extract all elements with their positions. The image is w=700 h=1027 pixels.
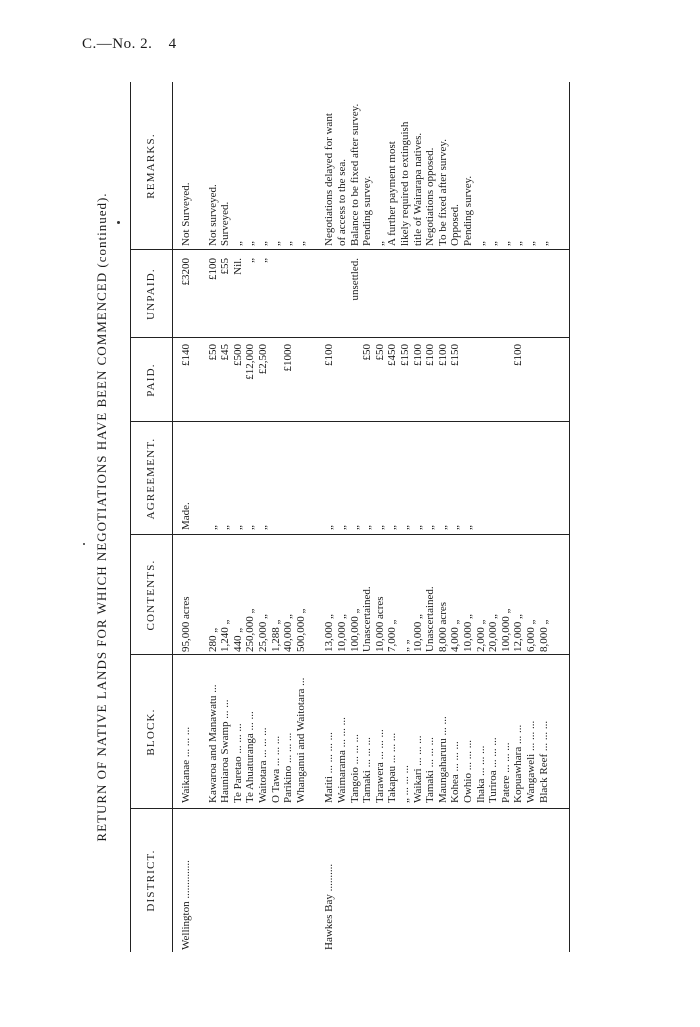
table-cell-unpaid: „ — [257, 258, 269, 263]
table-cell-block: Te Paretao ... ... ... — [231, 723, 244, 803]
table-cell-unpaid: £3200 — [180, 258, 192, 286]
table-cell-remarks: „ — [294, 241, 307, 246]
rotated-document — [84, 82, 584, 952]
table-cell-remarks: Not surveyed. — [206, 184, 219, 246]
table-cell-contents: 13,000 „ — [323, 614, 336, 652]
table-cell-agreement: Made. — [180, 502, 192, 530]
table-cell-remarks: Negotiations opposed. — [424, 147, 437, 246]
table-cell-remarks: A further payment most — [386, 141, 399, 246]
table-cell-remarks: title of Wairarapa natives. — [411, 132, 424, 246]
table-cell-contents: 100,000 „ — [499, 608, 512, 652]
table-cell-remarks: „ — [499, 241, 512, 246]
table-cell-agreement: „ — [348, 525, 361, 530]
column-header-contents: CONTENTS. — [145, 559, 157, 631]
table-cell-agreement: „ — [411, 525, 424, 530]
table-cell-agreement: „ — [206, 525, 219, 530]
table-cell-paid: £100 — [411, 344, 424, 366]
table-cell-block: Waikanae ... ... ... — [180, 726, 192, 803]
column-header-agreement: AGREEMENT. — [145, 437, 157, 520]
table-cell-unpaid: £100 — [206, 258, 219, 280]
district-label: Wellington .............. — [180, 860, 192, 950]
native-lands-table — [130, 82, 570, 952]
table-cell-unpaid: £55 — [219, 258, 232, 275]
table-cell-block: Whanganui and Waitotara ... — [294, 677, 307, 803]
table-cell-remarks: „ — [474, 241, 487, 246]
table-cell-contents: 95,000 acres — [180, 596, 192, 652]
table-cell-paid: £150 — [449, 344, 462, 366]
table-cell-contents: 10,000 „ — [336, 614, 348, 652]
table-cell-remarks: „ — [244, 241, 257, 246]
table-cell-contents: 10,000 „ — [462, 614, 474, 652]
table-cell-contents: Unascertained. — [424, 586, 437, 652]
table-cell-block: Wangaweli ... ... ... — [525, 720, 537, 803]
table-cell-paid: £50 — [373, 344, 386, 361]
table-cell-block: Waikari ... ... ... — [411, 735, 424, 803]
document-title: RETURN OF NATIVE LANDS FOR WHICH NEGOTIATIONS HAVE BEEN COMMENCED (continued). — [94, 192, 109, 842]
table-cell-block: Tangoio ... ... ... — [348, 734, 361, 803]
table-cell-contents: 7,000 „ — [386, 619, 399, 652]
table-cell-remarks: likely required to extinguish — [399, 121, 411, 246]
table-cell-unpaid: Nil. — [231, 258, 244, 275]
table-cell-remarks: Negotiations delayed for want — [323, 113, 336, 246]
table-cell-remarks: Opposed. — [449, 204, 462, 246]
column-rule — [130, 421, 570, 422]
table-cell-agreement: „ — [373, 525, 386, 530]
table-cell-block: Tamaki ... ... ... — [424, 737, 437, 803]
table-cell-paid: £100 — [424, 344, 437, 366]
table-cell-paid: £140 — [180, 344, 192, 366]
table-cell-remarks: „ — [231, 241, 244, 246]
table-cell-remarks: Pending survey. — [462, 175, 474, 246]
table-cell-block: Tamaki ... ... ... — [361, 737, 374, 803]
table-cell-remarks: Pending survey. — [361, 175, 374, 246]
table-cell-agreement: „ — [336, 525, 348, 530]
table-cell-block: Hauniaroa Swamp ... ... — [219, 699, 232, 803]
table-cell-contents: 250,000 „ — [244, 608, 257, 652]
table-cell-agreement: „ — [424, 525, 437, 530]
table-cell-paid: £100 — [323, 344, 336, 366]
table-cell-block: Turiroa ... ... ... — [487, 737, 500, 803]
table-cell-contents: 8,000 acres — [436, 601, 449, 652]
table-bottom-rule — [569, 82, 570, 952]
column-rule — [130, 249, 570, 250]
table-cell-remarks: „ — [282, 241, 295, 246]
table-cell-paid: £50 — [361, 344, 374, 361]
page-number: 4 — [168, 36, 177, 52]
table-cell-agreement: „ — [399, 525, 411, 530]
table-cell-contents: 280 „ — [206, 627, 219, 652]
table-cell-paid: £450 — [386, 344, 399, 366]
table-cell-remarks: „ — [269, 241, 282, 246]
table-cell-contents: 12,000 „ — [512, 614, 525, 652]
table-cell-remarks: Not Surveyed. — [180, 182, 192, 246]
table-cell-block: O Tawa ... ... ... — [269, 735, 282, 803]
table-cell-contents: 40,000 „ — [282, 614, 295, 652]
table-cell-remarks: Surveyed. — [219, 201, 232, 246]
table-cell-contents: „ „ — [399, 639, 411, 652]
table-cell-paid: £12,000 — [244, 344, 257, 380]
table-cell-contents: 2,000 „ — [474, 619, 487, 652]
table-cell-agreement: „ — [257, 525, 269, 530]
district-label: Hawkes Bay .......... — [323, 863, 336, 950]
table-cell-agreement: „ — [436, 525, 449, 530]
table-cell-unpaid: „ — [244, 258, 257, 263]
table-cell-paid: £50 — [206, 344, 219, 361]
table-cell-contents: 6,000 „ — [525, 619, 537, 652]
table-cell-contents: Unascertained. — [361, 586, 374, 652]
table-cell-contents: 440 „ — [231, 627, 244, 652]
column-header-paid: PAID. — [145, 363, 157, 397]
column-rule — [130, 654, 570, 655]
table-cell-contents: 25,000 „ — [257, 614, 269, 652]
table-cell-paid: £2,500 — [257, 344, 269, 375]
table-cell-agreement: „ — [386, 525, 399, 530]
table-cell-block: Black Reef ... ... ... — [537, 720, 550, 803]
table-cell-agreement: „ — [231, 525, 244, 530]
column-rule — [130, 808, 570, 809]
table-cell-remarks: To be fixed after survey. — [436, 139, 449, 246]
table-cell-block: Kawaroa and Manawatu ... — [206, 684, 219, 803]
table-cell-block: Matiti ... ... ... ... — [323, 732, 336, 803]
table-cell-block: Kopuawhara ... ... — [512, 724, 525, 803]
table-cell-paid: £150 — [399, 344, 411, 366]
table-cell-paid: £500 — [231, 344, 244, 366]
table-cell-remarks: Balance to be fixed after survey. — [348, 103, 361, 246]
table-cell-remarks: „ — [525, 241, 537, 246]
table-cell-contents: 8,000 „ — [537, 619, 550, 652]
table-cell-contents: 500,000 „ — [294, 608, 307, 652]
document-code: C.—No. 2. — [82, 36, 153, 52]
table-cell-block: Maungaharuru ... ... — [436, 716, 449, 803]
table-cell-remarks: „ — [373, 241, 386, 246]
column-header-block: BLOCK. — [145, 708, 157, 756]
table-cell-contents: 4,000 „ — [449, 619, 462, 652]
table-cell-agreement: „ — [449, 525, 462, 530]
table-cell-paid: £100 — [512, 344, 525, 366]
table-cell-remarks: „ — [257, 241, 269, 246]
table-cell-block: Takapau ... ... ... — [386, 732, 399, 803]
table-cell-agreement: „ — [462, 525, 474, 530]
table-cell-paid: £1000 — [282, 344, 295, 372]
table-cell-block: Owhio ... ... ... — [462, 740, 474, 803]
table-cell-block: Tarawera ... ... ... — [373, 729, 386, 803]
table-cell-contents: 1,240 „ — [219, 619, 232, 652]
table-cell-block: Kohea ... ... ... — [449, 741, 462, 803]
column-rule — [130, 534, 570, 535]
table-cell-block: Waimarama ... ... ... — [336, 717, 348, 803]
table-cell-block: Parikino ... ... ... — [282, 732, 295, 803]
column-header-district: DISTRICT. — [145, 849, 157, 912]
table-cell-remarks: „ — [537, 241, 550, 246]
table-cell-block: Ihaka ... ... ... — [474, 745, 487, 803]
table-cell-agreement: „ — [219, 525, 232, 530]
table-cell-paid: £100 — [436, 344, 449, 366]
table-cell-remarks: of access to the sea. — [336, 158, 348, 246]
table-cell-remarks: „ — [512, 241, 525, 246]
table-cell-contents: 1,288 „ — [269, 619, 282, 652]
column-rule — [130, 337, 570, 338]
table-cell-block: Te Ahuaturanga ... ... — [244, 711, 257, 803]
column-header-unpaid: UNPAID. — [145, 268, 157, 320]
table-cell-agreement: „ — [244, 525, 257, 530]
table-cell-block: Waitotara ... ... ... — [257, 727, 269, 803]
table-cell-contents: 10,000 „ — [411, 614, 424, 652]
table-cell-contents: 100,000 „ — [348, 608, 361, 652]
table-cell-contents: 10,000 acres — [373, 596, 386, 652]
table-cell-block: „ ... ... ... — [399, 765, 411, 803]
table-cell-remarks: „ — [487, 241, 500, 246]
page-header — [82, 36, 189, 53]
column-header-remarks: REMARKS. — [145, 133, 157, 199]
table-cell-unpaid: unsettled. — [348, 258, 361, 301]
table-cell-contents: 20,000 „ — [487, 614, 500, 652]
table-header-rule — [172, 82, 173, 952]
table-cell-paid: £45 — [219, 344, 232, 361]
table-cell-agreement: „ — [323, 525, 336, 530]
table-cell-agreement: „ — [361, 525, 374, 530]
table-cell-block: Patere ... ... ... — [499, 742, 512, 803]
